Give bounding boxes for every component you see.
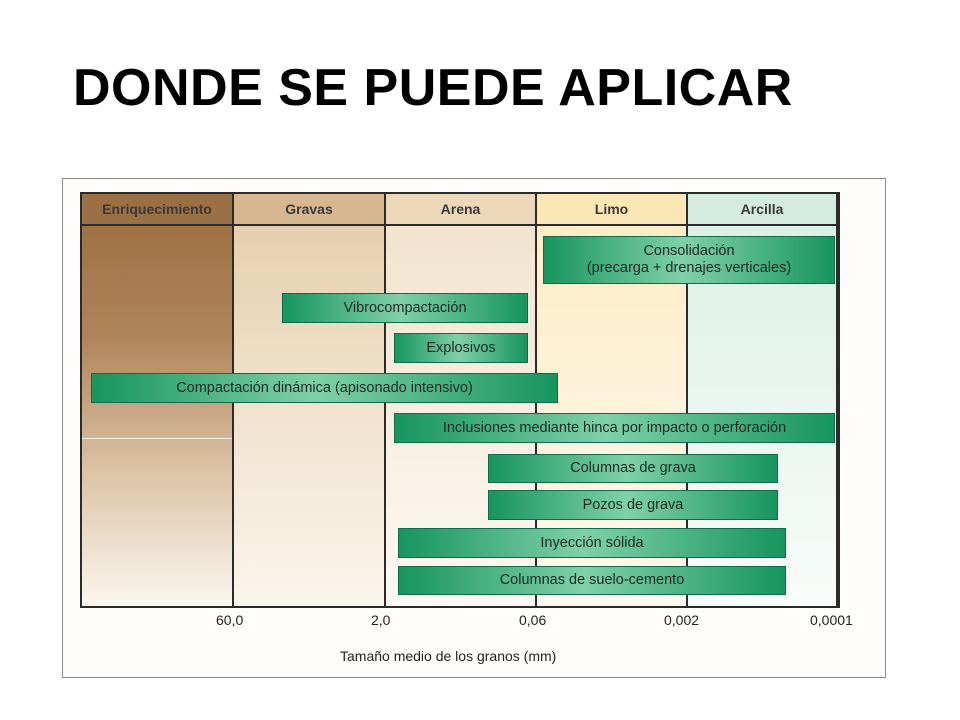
column-header-arena: Arena xyxy=(386,194,535,226)
bar-label-columnas-suelo-cemento: Columnas de suelo-cemento xyxy=(499,572,685,588)
bar-pozos-grava xyxy=(488,490,778,520)
bar-consolidacion xyxy=(543,236,835,284)
enriquecimiento-guide-line xyxy=(82,438,232,439)
tick-label-0-0001: 0,0001 xyxy=(810,612,853,628)
bar-label-columnas-grava: Columnas de grava xyxy=(570,460,696,476)
axis-title: Tamaño medio de los granos (mm) xyxy=(340,648,557,664)
bar-vibrocompactacion xyxy=(282,293,528,323)
tick-label-0-002: 0,002 xyxy=(664,612,700,628)
bar-label-inyeccion-solida: Inyección sólida xyxy=(540,534,644,551)
soil-technique-chart xyxy=(80,192,840,608)
bar-label-compactacion-dinamica: Compactación dinámica (apisonado intensivo) xyxy=(176,379,473,396)
tick-label-2: 2,0 xyxy=(371,612,391,628)
column-header-gravas: Gravas xyxy=(234,194,384,226)
column-header-limo: Limo xyxy=(537,194,686,226)
bar-label-pozos-grava: Pozos de grava xyxy=(582,496,684,513)
bar-inyeccion-solida xyxy=(398,528,786,558)
bar-columnas-suelo-cemento xyxy=(398,566,786,595)
column-header-arcilla: Arcilla xyxy=(688,194,836,226)
bar-label-explosivos: Explosivos xyxy=(426,339,496,356)
column-header-enriquecimiento: Enriquecimiento xyxy=(82,194,232,226)
slide-title: DONDE SE PUEDE APLICAR xyxy=(73,59,793,117)
bar-explosivos xyxy=(394,333,528,363)
tick-label-0-06: 0,06 xyxy=(519,612,547,628)
bar-columnas-grava xyxy=(488,454,778,483)
tick-label-60: 60,0 xyxy=(216,612,244,628)
bar-inclusiones xyxy=(394,413,835,443)
bar-compactacion-dinamica xyxy=(91,373,558,403)
bar-label-inclusiones: Inclusiones mediante hinca por impacto o perforación xyxy=(442,419,787,436)
bar-label-consolidacion: Consolidación (precarga + drenajes verticales) xyxy=(586,243,792,276)
bar-label-vibrocompactacion: Vibrocompactación xyxy=(343,299,467,316)
